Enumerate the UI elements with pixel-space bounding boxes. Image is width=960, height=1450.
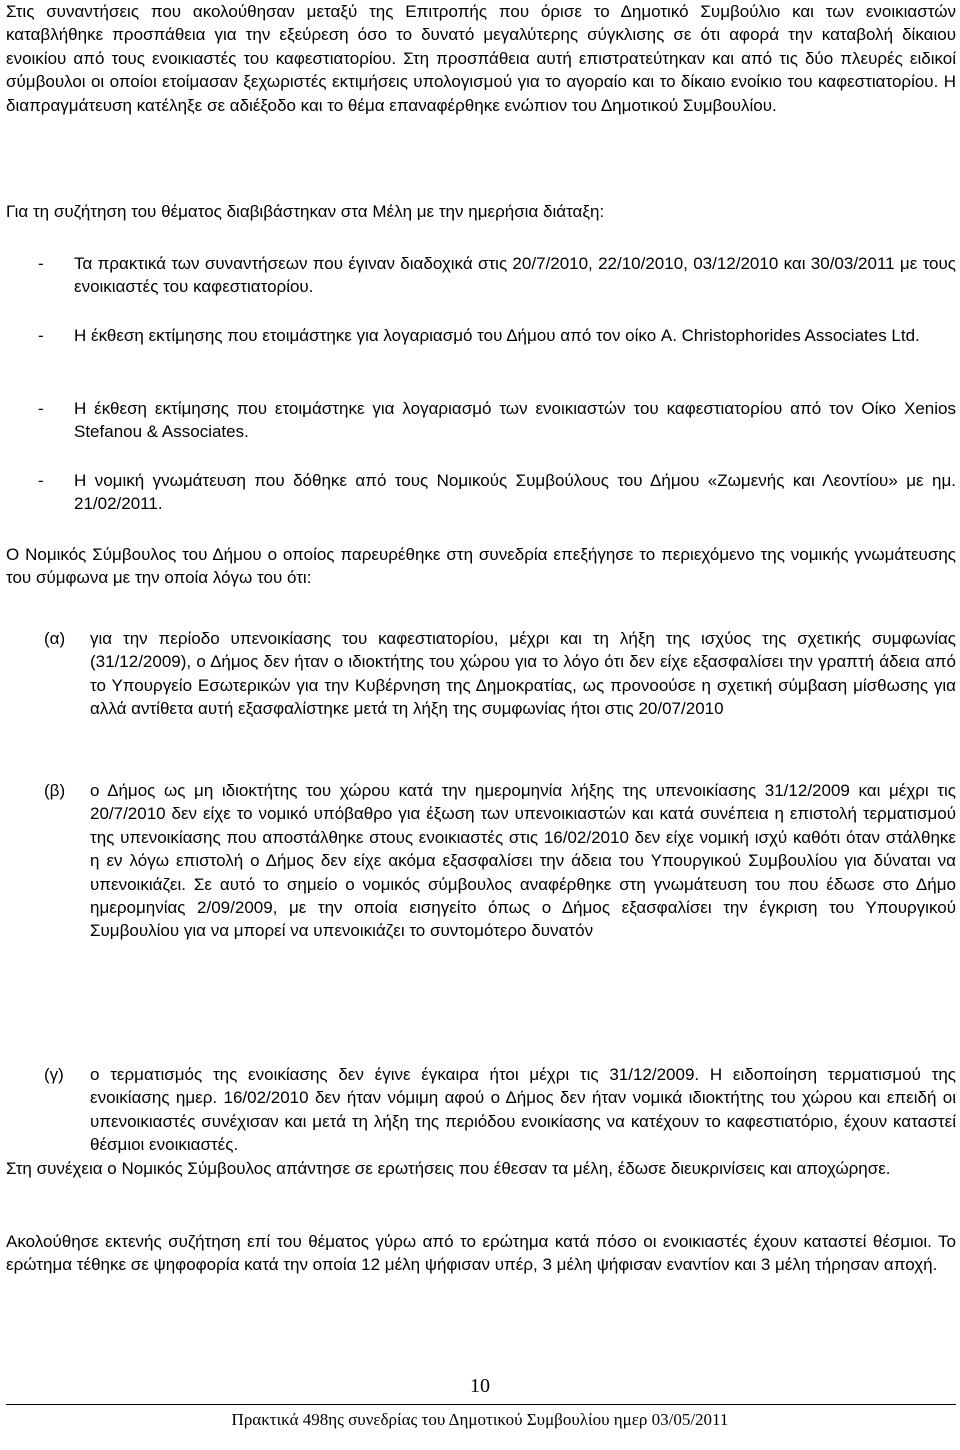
point-text: ο Δήμος ως μη ιδιοκτήτης του χώρου κατά την ημερομηνία λήξης της υπενοικίασης 31/12/2009 και μέχρι τις 20/7/2010 δεν είχε το νομικό υπόβαθρο για έξωση των υπενοικιαστών και κατά συνέπεια η επιστολή τερματισμού της υπενοικίασης που αποστάλθηκε στους ενοικιαστές στις 16/02/2010 δεν είχε νομική ισχύ καθότι όταν στάλθηκε η εν λόγω επιστολή ο Δήμος δεν είχε ακόμα εξασφαλίσει την άδεια του Υπουργικού Συμβουλίου για δύναται να υπενοικιάζει. Σε αυτό το σημείο ο νομικός σύμβουλος αναφέρθηκε στη γνωμάτευση του που έδωσε στο Δήμο ημερομηνίας 2/09/2009, με την οποία εισηγείτο όπως ο Δήμος εξασφαλίσει την έγκριση του Υπουργικού Συμβουλίου για να μπορεί να υπενοικιάζει το συντομότερο δυνατόν — [90, 781, 956, 941]
legal-intro-paragraph: Ο Νομικός Σύμβουλος του Δήμου ο οποίος παρευρέθηκε στη συνεδρία επεξήγησε το περιεχόμενο της νομικής γνωμάτευσης του σύμφωνα με την οποία λόγω του ότι: — [6, 545, 956, 588]
discussion-paragraph: Ακολούθησε εκτενής συζήτηση επί του θέματος γύρω από το ερώτημα κατά πόσο οι ενοικιαστές έχουν καταστεί θέσμιοι. Το ερώτημα τέθηκε σε ψηφοφορία κατά την οποία 12 μέλη ψήφισαν υπέρ, 3 μέλη ψήφισαν εναντίον και 3 μέλη τήρησαν αποχή. — [6, 1232, 956, 1275]
footer-divider — [6, 1404, 956, 1405]
list-dash: - — [38, 399, 44, 418]
point-text: ο τερματισμός της ενοικίασης δεν έγινε έγκαιρα ήτοι μέχρι τις 31/12/2009. Η ειδοποίηση τερματισμού της ενοικίασης ημερ. 16/02/2010 δεν ήταν νόμιμη αφού ο Δήμος δεν ήταν νομικά ιδιοκτήτης του χώρου και επειδή οι υπενοικιαστές συνέχισαν και μετά τη λήξη της περιόδου ενοικίασης να κατέχουν το καφεστιατόριο, έχουν καταστεί θέσμιοι ενοικιαστές. — [90, 1065, 956, 1155]
continuation-paragraph: Στη συνέχεια ο Νομικός Σύμβουλος απάντησε σε ερωτήσεις που έθεσαν τα μέλη, έδωσε διευκρινίσεις και αποχώρησε. — [6, 1159, 891, 1178]
page-number: 10 — [470, 1375, 490, 1397]
list-dash: - — [38, 471, 44, 490]
point-label: (α) — [44, 629, 66, 648]
intro-paragraph: Στις συναντήσεις που ακολούθησαν μεταξύ της Επιτροπής που όρισε το Δημοτικό Συμβούλιο και των ενοικιαστών καταβλήθηκε προσπάθεια για την εξεύρεση όσο το δυνατό μεγαλύτερης σύγκλισης σε ότι αφορά την καταβολή δίκαιου ενοικίου από τους ενοικιαστές του καφεστιατορίου. Στη προσπάθεια αυτή επιστρατεύτηκαν και από τις δύο πλευρές ειδικοί σύμβουλοι οι οποίοι ετοίμασαν ξεχωριστές εκτιμήσεις υπολογισμού για το αγοραίο και το δίκαιο ενοίκιο του καφεστιατορίου. Η διαπραγμάτευση κατέληξε σε αδιέξοδο και το θέμα επαναφέρθηκε ενώπιον του Δημοτικού Συμβουλίου. — [6, 2, 956, 115]
page-footer: Πρακτικά 498ης συνεδρίας του Δημοτικού Συμβουλίου ημερ 03/05/2011 — [231, 1410, 729, 1429]
agenda-list-item — [6, 324, 956, 347]
list-dash: - — [38, 254, 44, 273]
agenda-item-text: Η έκθεση εκτίμησης που ετοιμάστηκε για λογαριασμό του Δήμου από τον οίκο A. Christophorides Associates Ltd. — [74, 326, 920, 345]
agenda-list-item — [6, 252, 956, 299]
legal-point — [6, 779, 956, 943]
agenda-item-text: Η νομική γνωμάτευση που δόθηκε από τους Νομικούς Συμβούλους του Δήμου «Ζωμενής και Λεοντίου» με ημ. 21/02/2011. — [74, 471, 956, 514]
point-text: για την περίοδο υπενοικίασης του καφεστιατορίου, μέχρι και τη λήξη της ισχύος της σχετικής συμφωνίας (31/12/2009), ο Δήμος δεν ήταν ο ιδιοκτήτης του χώρου για το λόγο ότι δεν είχε εξασφαλίσει την γραπτή άδεια από το Υπουργείο Εσωτερικών για την Κυβέρνηση της Δημοκρατίας, ως προνοούσε η σχετική σύμβαση μίσθωσης για αλλά αντίθετα αυτή εξασφαλίστηκε μετά τη λήξη της συμφωνίας ήτοι στις 20/07/2010 — [90, 629, 956, 719]
agenda-item-text: Η έκθεση εκτίμησης που ετοιμάστηκε για λογαριασμό των ενοικιαστών του καφεστιατορίου από τον Οίκο Xenios Stefanou & Associates. — [74, 399, 956, 442]
agenda-item-text: Τα πρακτικά των συναντήσεων που έγιναν διαδοχικά στις 20/7/2010, 22/10/2010, 03/12/2010 και 30/03/2011 με τους ενοικιαστές του καφεστιατορίου. — [74, 254, 956, 297]
list-dash: - — [38, 326, 44, 345]
agenda-list-item — [6, 469, 956, 516]
agenda-intro: Για τη συζήτηση του θέματος διαβιβάστηκαν στα Μέλη με την ημερήσια διάταξη: — [6, 202, 605, 221]
legal-point — [6, 1063, 956, 1157]
point-label: (γ) — [44, 1065, 64, 1084]
agenda-list-item — [6, 397, 956, 444]
point-label: (β) — [44, 781, 66, 800]
legal-point — [6, 627, 956, 721]
